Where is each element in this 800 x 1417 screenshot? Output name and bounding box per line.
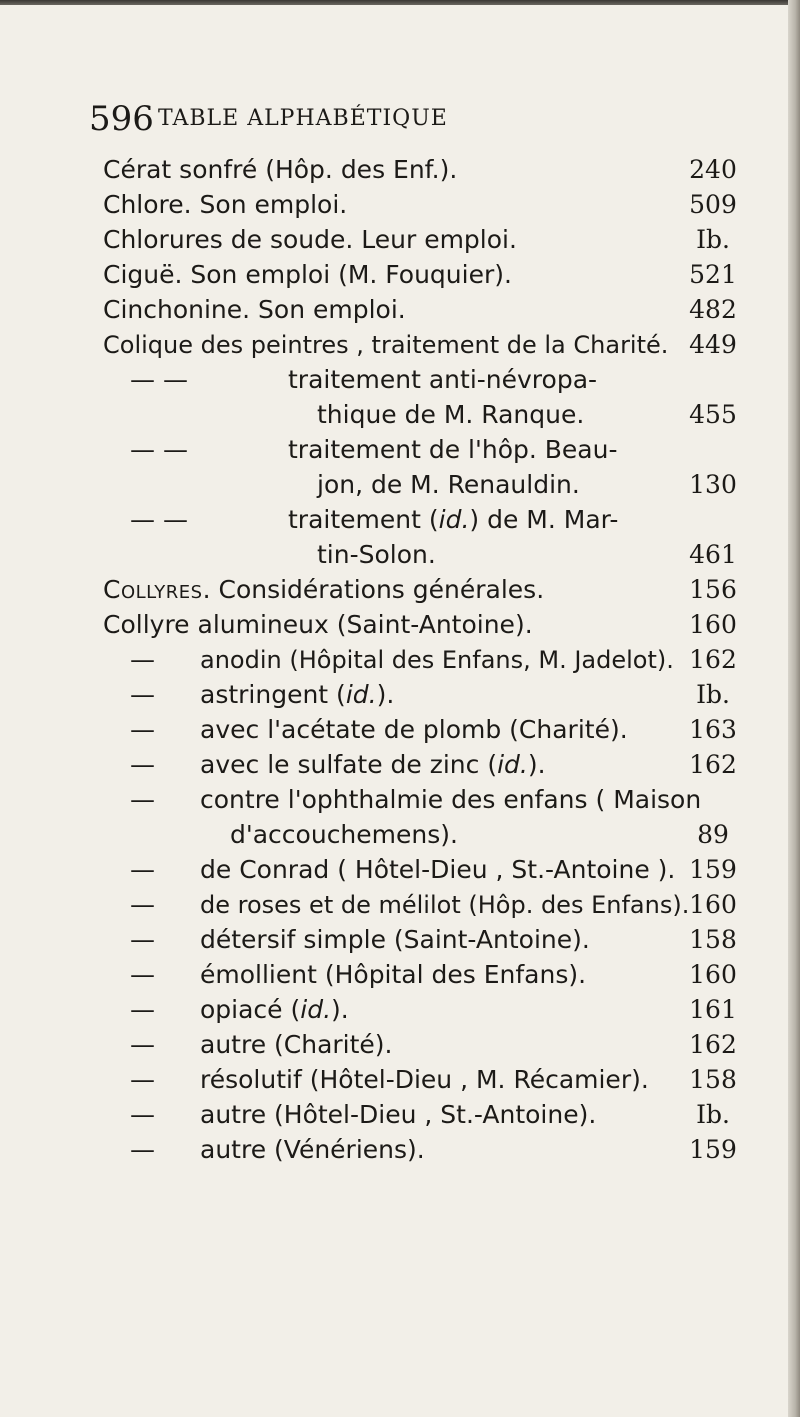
entry-page: 461 <box>689 540 737 569</box>
entry-page: 89 <box>697 820 729 849</box>
index-entry <box>0 607 800 643</box>
entry-text: Chlorures de soude. Leur emploi. <box>103 225 517 254</box>
entry-page: 130 <box>689 470 737 499</box>
entry-page: 159 <box>689 1135 737 1164</box>
entry-text: Colique des peintres , traitement de la Charité. <box>103 331 669 359</box>
entry-page: 162 <box>689 1030 737 1059</box>
entry-page: 160 <box>689 610 737 639</box>
page-number: 596 <box>89 99 154 139</box>
entry-text-part: traitement ( <box>288 505 439 534</box>
entry-page: 160 <box>689 890 737 919</box>
entry-page: 240 <box>689 155 737 184</box>
entry-page: 521 <box>689 260 737 289</box>
ditto-dash: — <box>130 1135 155 1164</box>
entry-page: 158 <box>689 925 737 954</box>
entry-page: 161 <box>689 995 737 1024</box>
ditto-dash: — <box>130 855 155 884</box>
entry-text: émollient (Hôpital des Enfans). <box>200 960 587 989</box>
entry-text: avec l'acétate de plomb (Charité). <box>200 715 628 744</box>
ditto-abbrev: id. <box>345 680 377 709</box>
entry-page: Ib. <box>696 225 730 254</box>
entry-text: de Conrad ( Hôtel-Dieu , St.-Antoine ). <box>200 855 676 884</box>
ditto-dash: — <box>130 680 155 709</box>
entry-text-part: ) de M. Mar- <box>469 505 619 534</box>
index-entry <box>0 677 800 713</box>
entry-text-part: opiacé ( <box>200 995 301 1024</box>
ditto-dash: — <box>130 645 155 674</box>
entry-text-part: ). <box>376 680 395 709</box>
index-entry <box>0 432 800 468</box>
entry-text: de roses et de mélilot (Hôp. des Enfans). <box>200 891 690 919</box>
index-entry <box>0 782 800 818</box>
entry-page: 482 <box>689 295 737 324</box>
index-entry <box>0 362 800 398</box>
entry-text: autre (Vénériens). <box>200 1135 425 1164</box>
entry-text-part: . Considérations générales. <box>202 575 545 604</box>
index-entry <box>0 257 800 293</box>
entry-page: 449 <box>689 330 737 359</box>
entry-text: contre l'ophthalmie des enfans ( Maison <box>200 785 702 814</box>
ditto-dash: — <box>130 785 155 814</box>
entry-text: Ciguë. Son emploi (M. Fouquier). <box>103 260 512 289</box>
index-entry <box>0 817 800 853</box>
index-entry <box>0 747 800 783</box>
index-entry <box>0 1062 800 1098</box>
ditto-dash: — <box>130 715 155 744</box>
index-entry <box>0 852 800 888</box>
index-entry <box>0 187 800 223</box>
entry-page: 156 <box>689 575 737 604</box>
ditto-dashes: — — <box>130 435 188 464</box>
index-entry <box>0 992 800 1028</box>
running-title: TABLE ALPHABÉTIQUE <box>158 106 448 131</box>
entry-text: anodin (Hôpital des Enfans, M. Jadelot). <box>200 646 674 674</box>
entry-page: 162 <box>689 750 737 779</box>
entry-text-part: ). <box>527 750 546 779</box>
entry-text <box>288 502 618 538</box>
ditto-dash: — <box>130 960 155 989</box>
entry-heading: Collyres <box>103 575 203 604</box>
index-entry <box>0 642 800 678</box>
entry-text: thique de M. Ranque. <box>317 400 585 429</box>
index-entry <box>0 222 800 258</box>
ditto-dash: — <box>130 1100 155 1129</box>
index-entry <box>0 957 800 993</box>
entry-page: 159 <box>689 855 737 884</box>
ditto-dash: — <box>130 1065 155 1094</box>
entry-text: Cinchonine. Son emploi. <box>103 295 406 324</box>
entry-text: d'accouchemens). <box>230 820 458 849</box>
entry-text: jon, de M. Renauldin. <box>317 470 580 499</box>
entry-page: Ib. <box>696 680 730 709</box>
ditto-dashes: — — <box>130 365 188 394</box>
entry-page: Ib. <box>696 1100 730 1129</box>
entry-page: 160 <box>689 960 737 989</box>
index-entry <box>0 467 800 503</box>
entry-text <box>200 677 394 713</box>
ditto-dashes: — — <box>130 505 188 534</box>
ditto-abbrev: id. <box>438 505 470 534</box>
ditto-abbrev: id. <box>300 995 332 1024</box>
entry-text: résolutif (Hôtel-Dieu , M. Récamier). <box>200 1065 649 1094</box>
entry-text-part: avec le sulfate de zinc ( <box>200 750 498 779</box>
index-entry <box>0 1132 800 1168</box>
ditto-dash: — <box>130 995 155 1024</box>
ditto-dash: — <box>130 925 155 954</box>
index-entry <box>0 922 800 958</box>
entry-text: traitement anti-névropa- <box>288 365 598 394</box>
index-entry <box>0 292 800 328</box>
entry-text: Collyre alumineux (Saint-Antoine). <box>103 610 533 639</box>
entry-text: traitement de l'hôp. Beau- <box>288 435 618 464</box>
ditto-dash: — <box>130 750 155 779</box>
entry-text: autre (Hôtel-Dieu , St.-Antoine). <box>200 1100 597 1129</box>
index-entry <box>0 1027 800 1063</box>
entry-page: 158 <box>689 1065 737 1094</box>
ditto-dash: — <box>130 890 155 919</box>
entry-text: Cérat sonfré (Hôp. des Enf.). <box>103 155 458 184</box>
index-entry <box>0 397 800 433</box>
ditto-abbrev: id. <box>497 750 528 779</box>
entry-text <box>200 992 349 1028</box>
index-entry <box>0 572 800 608</box>
entry-text: détersif simple (Saint-Antoine). <box>200 925 590 954</box>
entry-page: 509 <box>689 190 737 219</box>
entry-text: tin-Solon. <box>317 540 436 569</box>
entry-text-part: ). <box>331 995 349 1024</box>
ditto-dash: — <box>130 1030 155 1059</box>
index-entry <box>0 887 800 923</box>
entry-text: Chlore. Son emploi. <box>103 190 348 219</box>
index-entry <box>0 502 800 538</box>
entry-text <box>103 572 544 608</box>
entry-text: autre (Charité). <box>200 1030 393 1059</box>
entry-page: 163 <box>689 715 737 744</box>
entry-page: 455 <box>689 400 737 429</box>
entry-text <box>200 747 546 783</box>
index-entry <box>0 152 800 188</box>
index-entry <box>0 1097 800 1133</box>
index-entry <box>0 327 800 363</box>
index-entry <box>0 537 800 573</box>
index-entry <box>0 712 800 748</box>
entry-page: 162 <box>689 645 737 674</box>
entry-text-part: astringent ( <box>200 680 346 709</box>
